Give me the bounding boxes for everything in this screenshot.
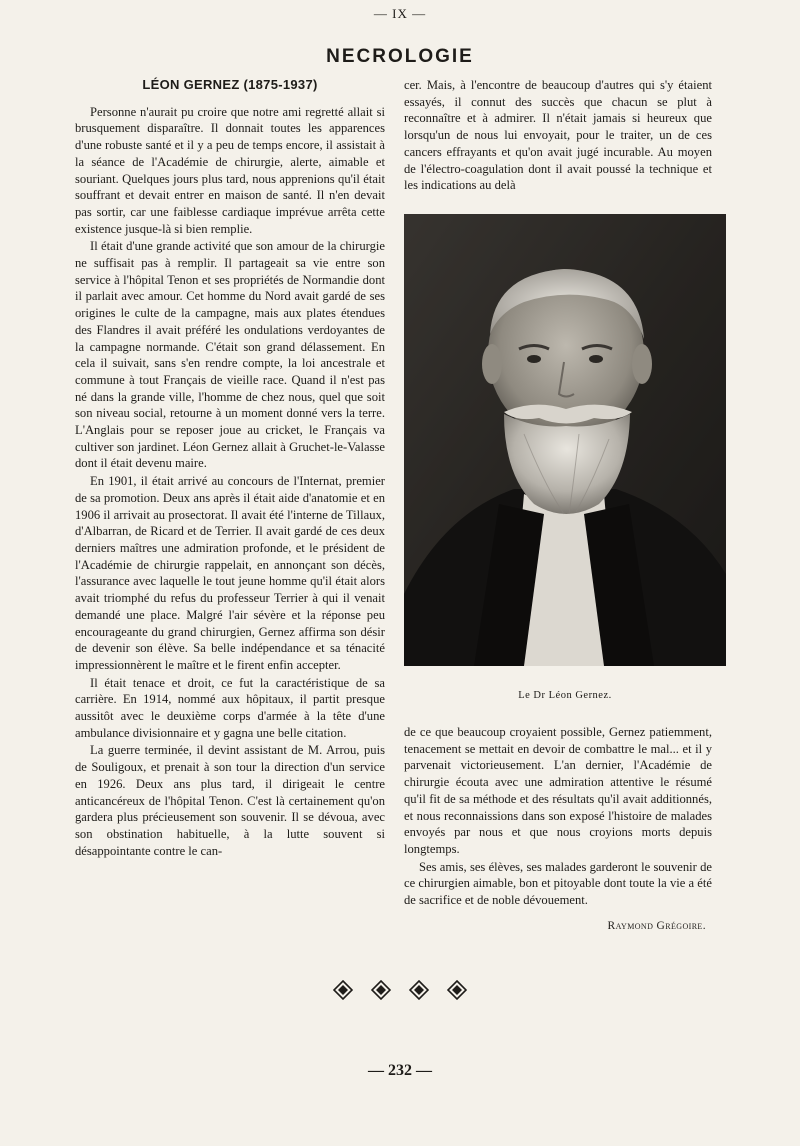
article-left-column	[75, 77, 385, 860]
article-paragraph: Ses amis, ses élèves, ses malades garderont le souvenir de ce chirurgien aimable, bon et pitoyable dont toute la vie a été de sacrifice et de noble dévouement.	[404, 859, 712, 908]
diamond-ornament-icon	[409, 980, 429, 1000]
section-title: NECROLOGIE	[326, 46, 474, 67]
page-header-roman-numeral: — IX —	[373, 6, 427, 21]
article-paragraph: de ce que beaucoup croyaient possible, Gernez patiemment, tenacement se mettait en devoir de combattre le mal... et il y parvenait victorieusement. L'an dernier, l'Académie de chirurgie écouta avec une admiration attentive le résumé qu'il fit de sa méthode et des résultats qu'il avait additionnés, et nous reconnaissions dans son exposé l'histoire de malades envoyés par nous et que nous croyions morts depuis longtemps.	[404, 725, 712, 856]
portrait-image	[404, 214, 726, 666]
article-paragraph: Il était tenace et droit, ce fut la caractéristique de sa carrière. En 1914, nommé aux hôpitaux, il partit presque aussitôt avec le deuxième corps d'armée à la tête d'une ambulance divisionnaire et y gagna une belle citation.	[75, 675, 385, 740]
portrait-photograph	[404, 214, 726, 666]
article-paragraph: En 1901, il était arrivé au concours de l'Internat, premier de sa promotion. Deux ans après il était aide d'anatomie et en 1906 il arrivait au prosectorat. Il avait été l'interne de Tillaux, d'Albarran, de Ricard et de Terrier. Il avait gardé de ces deux derniers maîtres une admiration profonde, et le président de l'Académie de chirurgie rappelait, en annonçant son décès, l'assurance avec laquelle le tout jeune homme qu'il était alors avait triomphé du refus du professeur Terrier à qui il venait demandé une place. Malgré l'air sévère et la réponse peu encourageante du grand chirurgien, Gernez affirma son désir de devenir son élève. Sa belle indépendance et sa ténacité impressionnèrent le maître et le firent enfin accepter.	[75, 474, 385, 672]
author-signature: Raymond Grégoire.	[607, 920, 706, 932]
article-paragraph: Personne n'aurait pu croire que notre ami regretté allait si brusquement disparaître. Il donnait toutes les apparences d'une robuste santé et il y a peu de temps encore, il assistait à la séance de l'Académie de chirurgie, alerte, aimable et souriant. Quelques jours plus tard, nous apprenions qu'il était souffrant et devait entrer en maison de santé. Il n'en devait pas sortir, car une faiblesse cardiaque imprévue arrêta cette existence jusque-là si bien remplie.	[75, 104, 385, 236]
article-heading: LÉON GERNEZ (1875-1937)	[142, 77, 318, 92]
article-paragraph: cer. Mais, à l'encontre de beaucoup d'autres qui s'y étaient essayés, il connut des succès que chacun se plut à reconnaître et à admirer. Il n'était jamais si heureux que lorsqu'un de nous lui envoyait, pour le traiter, un de ces cancers effrayants et qu'on avait jugé incurable. Au moyen de l'électro-coagulation dont il avait poussé la technique et les indications au delà	[404, 78, 712, 193]
diamond-ornament-icon	[371, 980, 391, 1000]
diamond-ornament-icon	[447, 980, 467, 1000]
ornament-row	[0, 980, 800, 1000]
article-paragraph: Il était d'une grande activité que son amour de la chirurgie ne suffisait pas à remplir. Il partageait sa vie entre son service à l'hôpital Tenon et ses propriétés de Normandie dont il parlait avec amour. Cet homme du Nord avait gardé de ses origines le culte de la campagne, mais aux plates étendues des Flandres il avait préféré les ondulations verdoyantes de la campagne normande. C'était son grand délassement. En cela il suivait, sans s'en rendre compte, la loi ancestrale et commune à tout Français de vieille race. Quand il n'est pas né dans la grande ville, l'homme de chez nous, quel que soit son niveau social, retourne à un moment donné vers la terre. L'Anglais pour se reposer joue au cricket, le Français va cultiver son jardinet. Léon Gernez allait à Gruchet-le-Valasse dont il était devenu maire.	[75, 239, 385, 471]
article-right-column-bottom	[404, 724, 712, 910]
page-number: — 232 —	[368, 1062, 432, 1079]
article-paragraph: La guerre terminée, il devint assistant de M. Arrou, puis de Souligoux, et prenait à son tour la direction d'un service en 1926. Deux ans plus tard, il dirigeait le centre anticancéreux de l'hôpital Tenon. C'est là certainement qu'on gardera plus précieusement son souvenir. Il se dévoua, avec son obstination habituelle, à la lutte souvent si désappointante contre le can-	[75, 743, 385, 858]
article-right-column-top	[404, 77, 712, 195]
diamond-ornament-icon	[333, 980, 353, 1000]
portrait-caption: Le Dr Léon Gernez.	[518, 690, 612, 701]
